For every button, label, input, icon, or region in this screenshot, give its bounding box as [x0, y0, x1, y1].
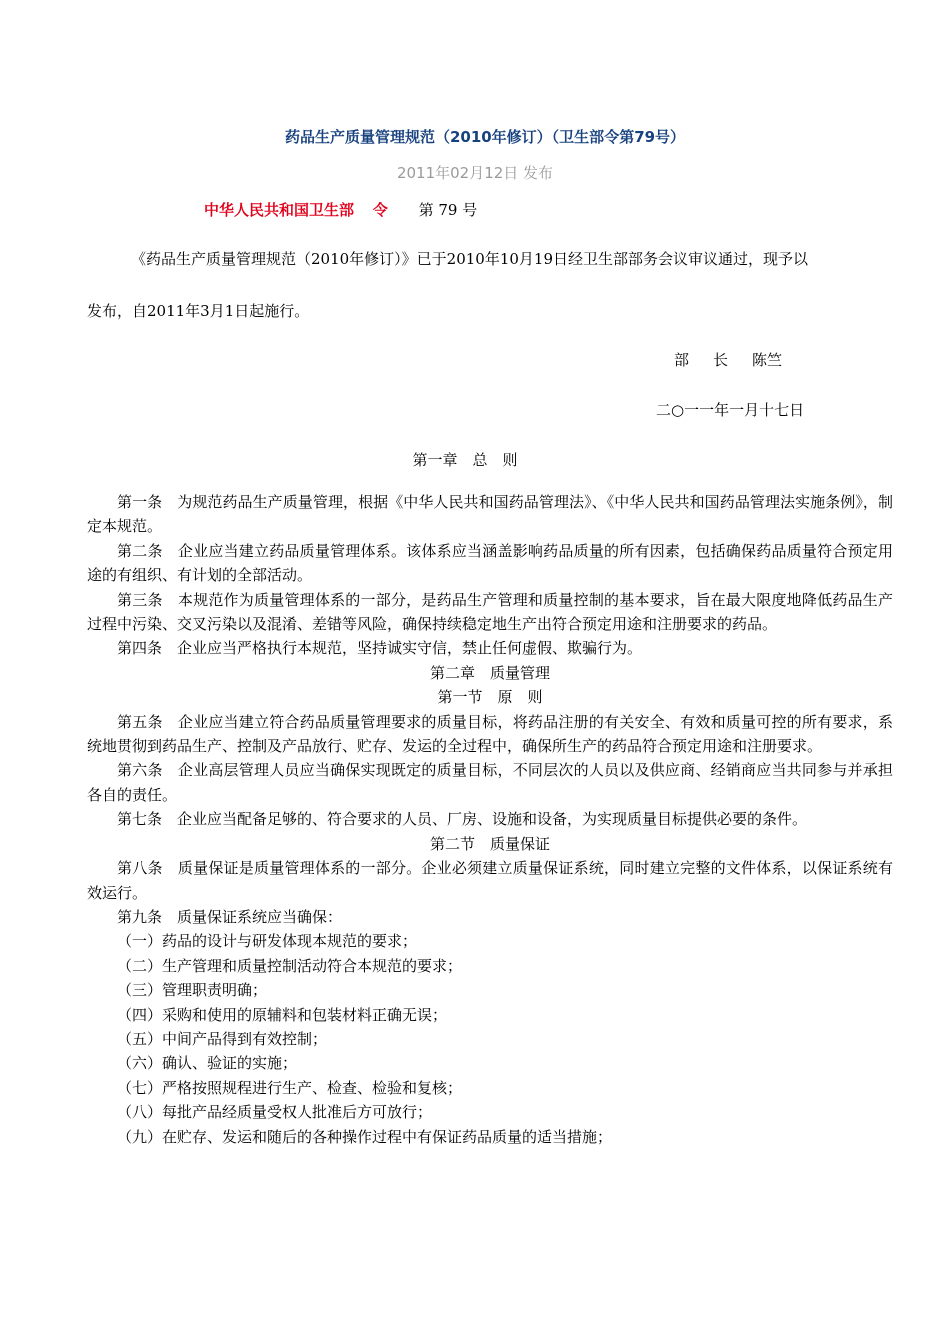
article-5: 第五条 企业应当建立符合药品质量管理要求的质量目标，将药品注册的有关安全、有效和质量可控的所有要求，系统地贯彻到药品生产、控制及产品放行、贮存、发运的全过程中，确保所生产的药品符合预定用途和注册要求。	[87, 712, 893, 756]
list-item: （九）在贮存、发运和随后的各种操作过程中有保证药品质量的适当措施；	[117, 1127, 613, 1146]
document-title: 药品生产质量管理规范（2010年修订）（卫生部令第79号）	[284, 128, 686, 146]
article-4: 第四条 企业应当严格执行本规范，坚持诚实守信，禁止任何虚假、欺骗行为。	[117, 639, 643, 658]
minister-title-2: 长	[713, 351, 729, 369]
chapter-2-heading: 第二章 质量管理	[429, 663, 550, 682]
article-1: 第一条 为规范药品生产质量管理，根据《中华人民共和国药品管理法》、《中华人民共和国药品管理法实施条例》，制定本规范。	[87, 493, 893, 536]
article-3: 第三条 本规范作为质量管理体系的一部分，是药品生产管理和质量控制的基本要求，旨在最大限度地降低药品生产过程中污染、交叉污染以及混淆、差错等风险，确保持续稳定地生产出符合预定用途和注册要求的药品。	[87, 590, 893, 634]
intro-line-1: 《药品生产质量管理规范（2010年修订）》已于2010年10月19日经卫生部部务会议审议通过，现予以	[131, 250, 809, 268]
list-item: （七）严格按照规程进行生产、检查、检验和复核；	[117, 1078, 463, 1097]
list-item: （八）每批产品经质量受权人批准后方可放行；	[117, 1103, 433, 1122]
publish-date: 2011年02月12日 发布	[396, 164, 554, 182]
section-2-heading: 第二节 质量保证	[429, 834, 550, 853]
list-item: （六）确认、验证的实施；	[117, 1054, 298, 1073]
list-item: （四）采购和使用的原辅料和包装材料正确无误；	[117, 1005, 448, 1024]
list-item: （一）药品的设计与研发体现本规范的要求；	[117, 932, 418, 951]
decree-type: 令	[372, 201, 388, 219]
list-item: （三）管理职责明确；	[117, 981, 268, 1000]
article-2: 第二条 企业应当建立药品质量管理体系。该体系应当涵盖影响药品质量的所有因素，包括确保药品质量符合预定用途的有组织、有计划的全部活动。	[87, 541, 893, 585]
signature-date: 二○一一年一月十七日	[656, 401, 805, 419]
decree-line	[204, 199, 477, 220]
list-item: （五）中间产品得到有效控制；	[117, 1029, 328, 1048]
intro-line-2: 发布，自2011年3月1日起施行。	[87, 302, 310, 320]
minister-name: 陈竺	[752, 351, 783, 369]
minister-title-1: 部	[674, 351, 690, 369]
article-8: 第八条 质量保证是质量管理体系的一部分。企业必须建立质量保证系统，同时建立完整的文件体系，以保证系统有效运行。	[87, 859, 893, 902]
list-item: （二）生产管理和质量控制活动符合本规范的要求；	[117, 956, 463, 975]
article-7: 第七条 企业应当配备足够的、符合要求的人员、厂房、设施和设备，为实现质量目标提供必要的条件。	[117, 810, 808, 829]
section-1-heading: 第一节 原 则	[437, 688, 543, 707]
minister-signature	[674, 349, 782, 370]
chapter-1-heading: 第一章 总 则	[412, 451, 518, 469]
article-6: 第六条 企业高层管理人员应当确保实现既定的质量目标，不同层次的人员以及供应商、经销商应当共同参与并承担各自的责任。	[87, 761, 893, 804]
document-body	[87, 490, 893, 1149]
article-9: 第九条 质量保证系统应当确保：	[117, 907, 343, 926]
decree-issuer: 中华人民共和国卫生部	[204, 201, 355, 219]
decree-number: 第 79 号	[418, 201, 478, 219]
